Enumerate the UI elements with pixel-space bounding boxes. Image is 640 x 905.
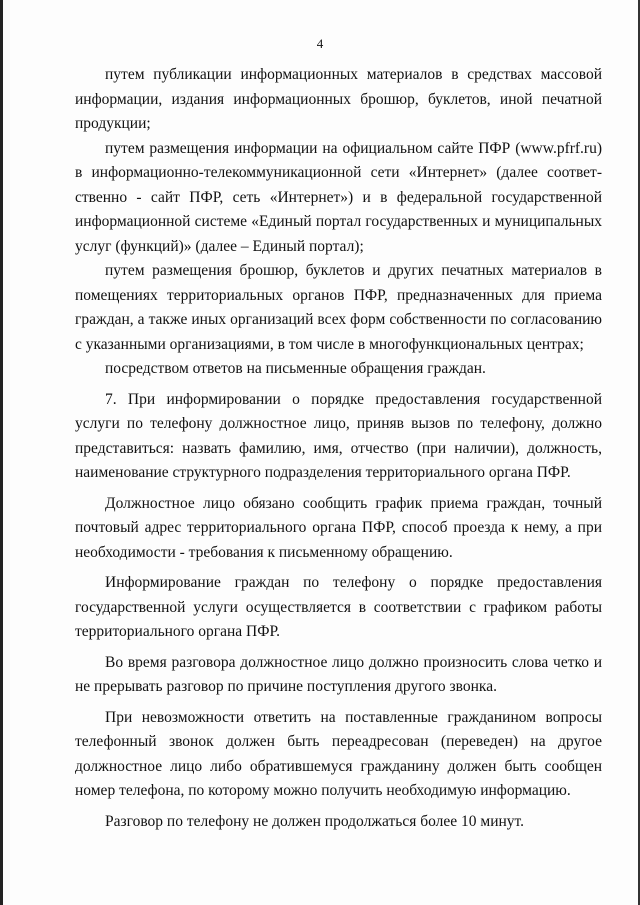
page-number: 4 (316, 36, 324, 51)
paragraph-item-7: 7. При информировании о порядке предоставления государственной услуги по телефону должностное лицо, приняв вызов по телефону, должно представиться: назвать фамилию, имя, отчество (при наличии), должность, наименование структурного подразделения территориального органа ПФР. (75, 390, 602, 481)
paragraph-brochures: путем размещения брошюр, буклетов и других печатных материалов в помещениях территориальных органов ПФР, предназначенных для приема граждан, а также иных организаций всех форм собственности по согласованию с указанными организациями, в том числе в многофункциональных центрах; (75, 262, 602, 353)
paragraph-speech: Во время разговора должностное лицо должно произносить слова четко и не прерывать разговор по причине поступления другого звонка. (75, 653, 602, 695)
paragraph-publication: путем публикации информационных материалов в средствах массовой информации, издания информационных брошюр, буклетов, иной печатной продукции; (75, 66, 602, 132)
paragraph-schedule: Должностное лицо обязано сообщить график приема граждан, точный почтовый адрес территориального органа ПФР, способ проезда к нему, а при необходимости - требования к письменному обращению. (75, 494, 602, 561)
paragraph-redirect: При невозможности ответить на поставленные гражданином вопросы телефонный звонок должен быть переадресован (переведен) на другое должностное лицо либо обратившемуся гражданину должен быть сообщен номер телефона, по которому можно получить необходимую информацию. (75, 708, 602, 799)
document-body (75, 63, 602, 834)
paragraph-written-replies: посредством ответов на письменные обращения граждан. (105, 360, 486, 377)
scan-edge-left (0, 0, 3, 905)
paragraph-phone-informing: Информирование граждан по телефону о порядке предоставления государственной услуги осуществляется в соответствии с графиком работы территориального органа ПФР. (75, 574, 602, 640)
paragraph-website: путем размещения информации на официальном сайте ПФР (www.pfrf.ru) в информационно-телекоммуникационной сети «Интернет» (далее соответ-ственно - сайт ПФР, сеть «Интернет») и в федеральной государственной информационной системе «Единый портал государственных и муниципальных услуг (функций)» (далее – Единый портал); (75, 139, 602, 255)
paragraph-duration: Разговор по телефону не должен продолжаться более 10 минут. (105, 812, 525, 830)
